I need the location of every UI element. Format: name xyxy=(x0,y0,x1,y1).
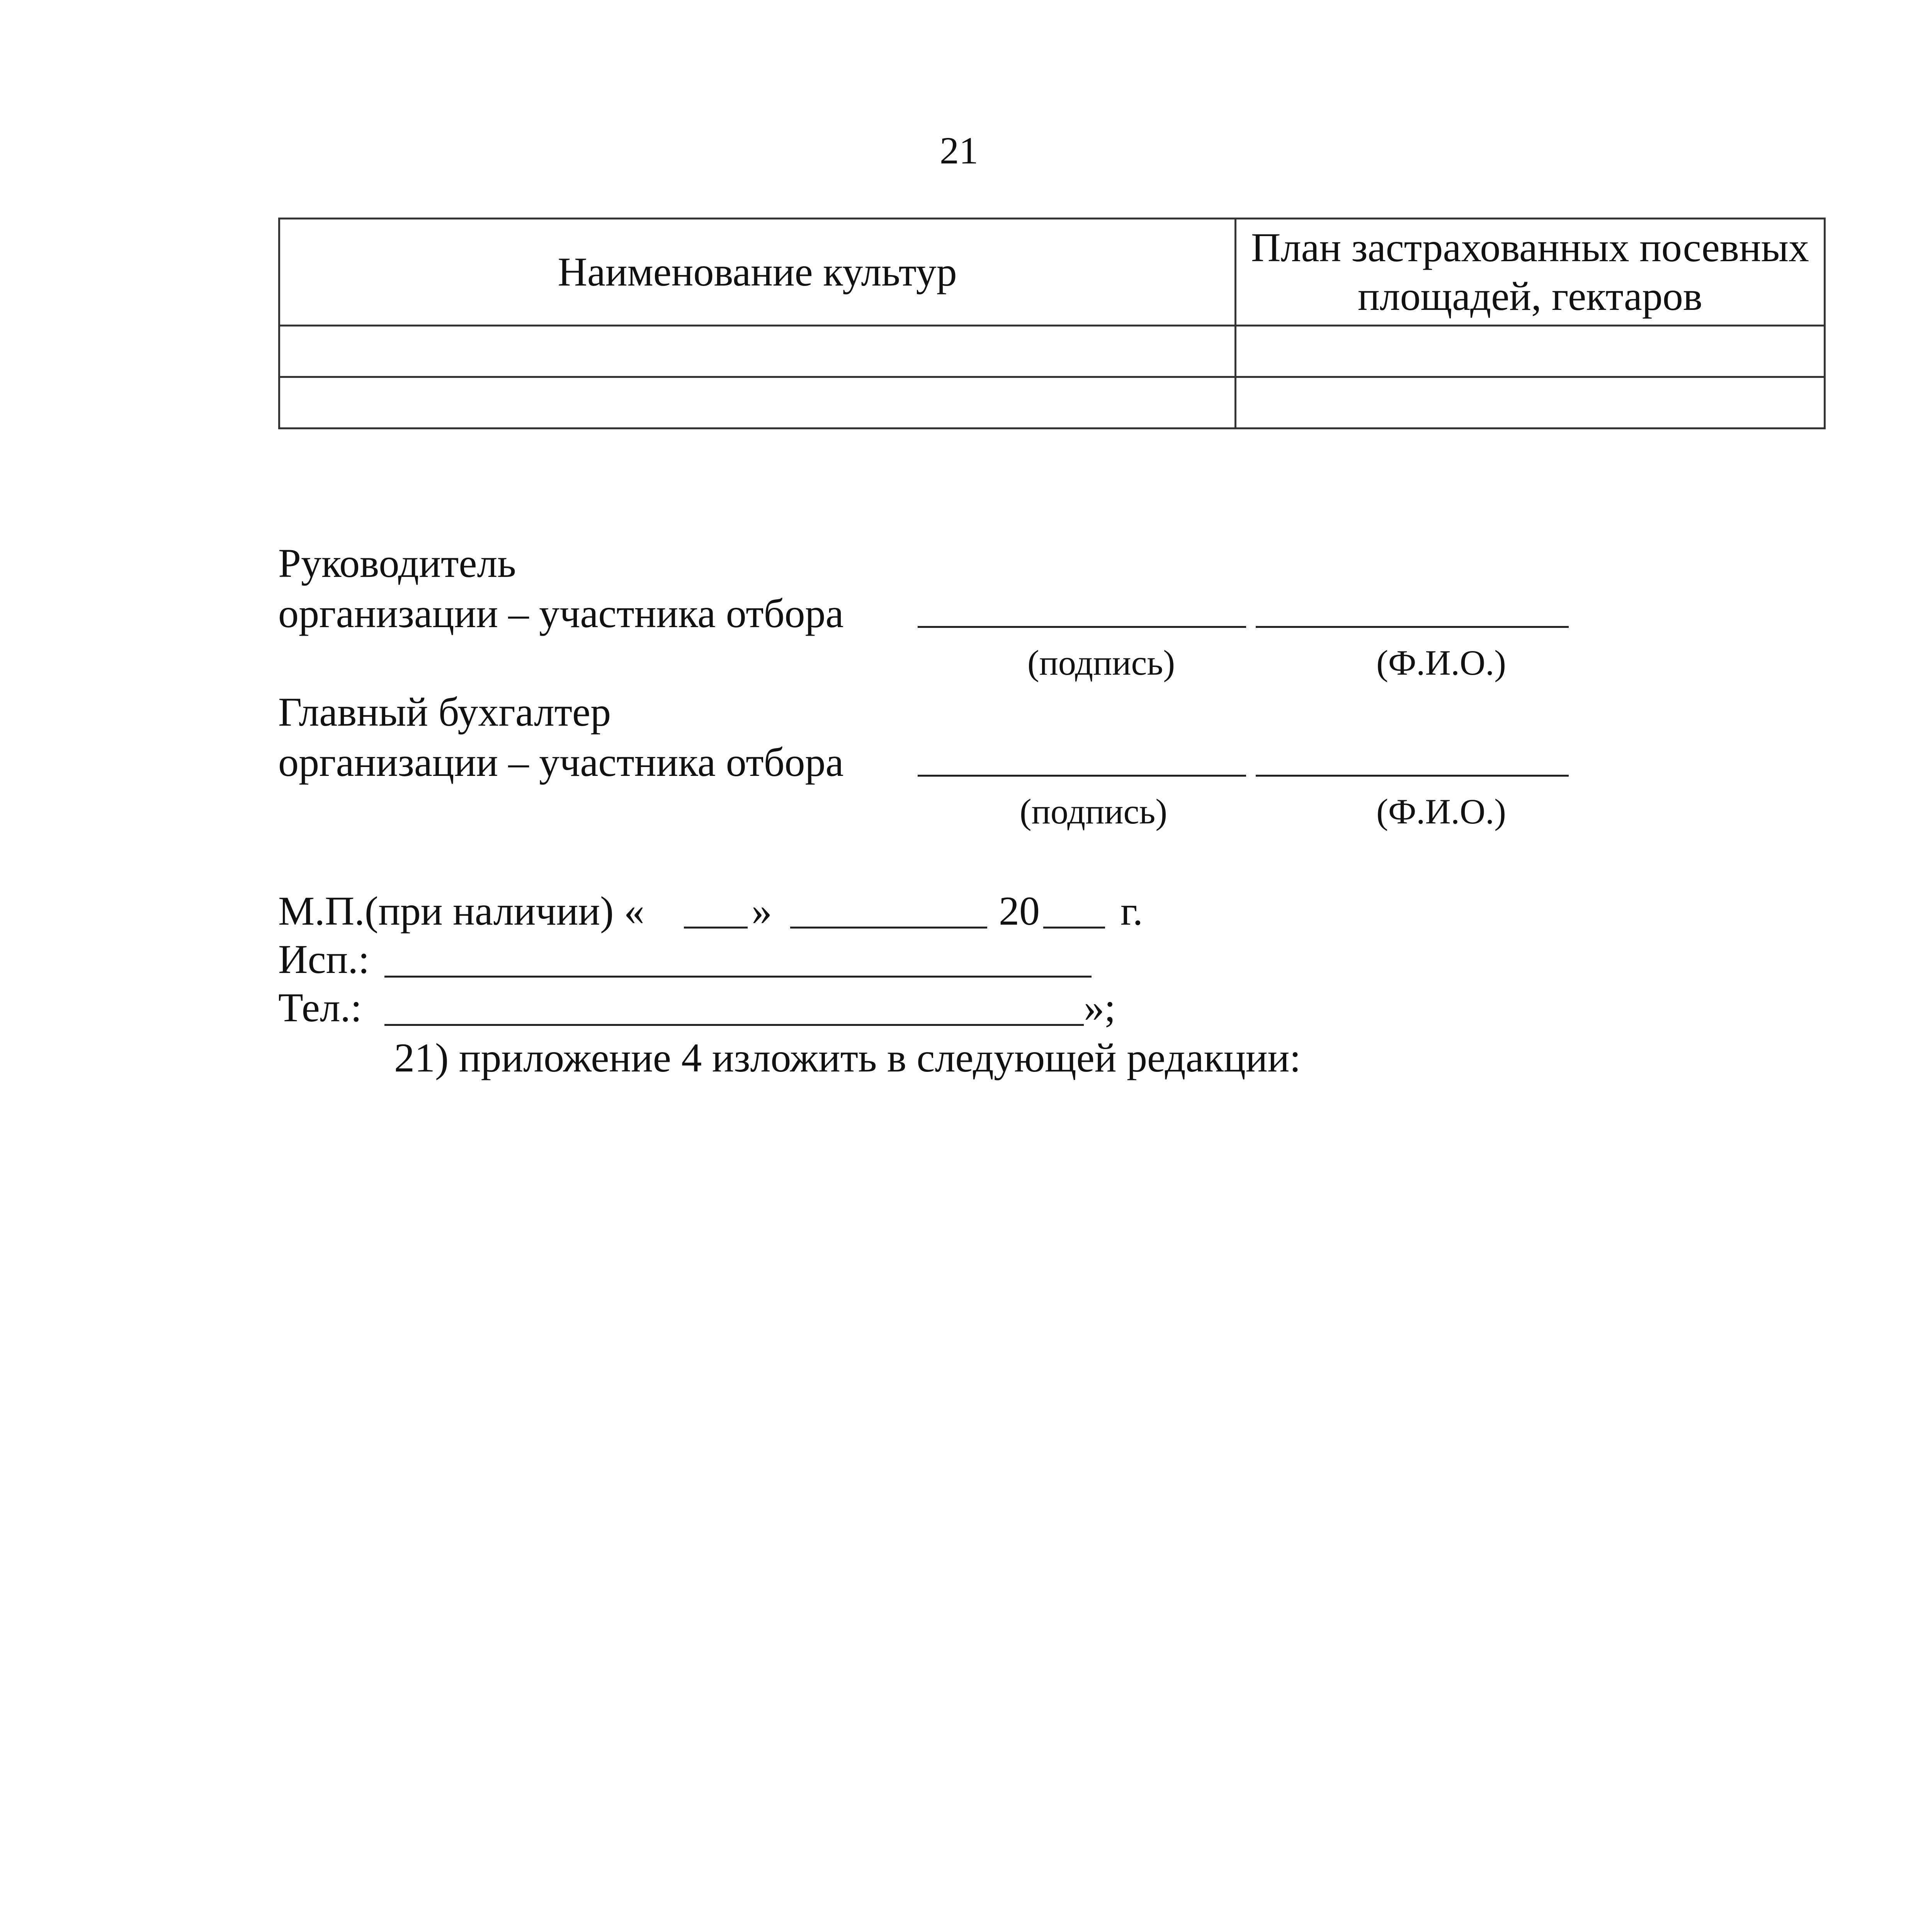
date-year-blank[interactable] xyxy=(1043,927,1105,929)
phone-blank[interactable] xyxy=(384,1024,1084,1026)
header-insured-area-plan: План застрахованных посевных площадей, гектаров xyxy=(1236,219,1825,326)
table-cell[interactable] xyxy=(279,377,1236,429)
amendment-paragraph: 21) приложение 4 изложить в следующей редакции: xyxy=(394,1035,1301,1080)
phone-closing-quote: »; xyxy=(1084,985,1116,1030)
accountant-name-caption: (Ф.И.О.) xyxy=(1376,792,1506,831)
accountant-name-blank[interactable] xyxy=(1256,775,1569,777)
stamp-label: М.П.(при наличии) « xyxy=(278,888,644,934)
head-signature-caption: (подпись) xyxy=(1027,643,1175,682)
table-row xyxy=(279,326,1825,377)
accountant-signature-caption: (подпись) xyxy=(1020,792,1167,831)
table-header-row xyxy=(279,219,1825,326)
table-row xyxy=(279,377,1825,429)
head-title-line1: Руководитель xyxy=(278,541,516,586)
date-month-blank[interactable] xyxy=(790,927,987,929)
date-year-prefix: 20 xyxy=(999,888,1040,934)
accountant-title-line1: Главный бухгалтер xyxy=(278,689,611,735)
crops-table xyxy=(278,218,1826,429)
head-name-caption: (Ф.И.О.) xyxy=(1376,643,1506,682)
head-name-blank[interactable] xyxy=(1256,626,1569,628)
executor-label: Исп.: xyxy=(278,937,370,982)
accountant-title-line2: организации – участника отбора xyxy=(278,740,844,785)
head-title-line2: организации – участника отбора xyxy=(278,591,844,636)
executor-blank[interactable] xyxy=(384,976,1092,978)
page-number: 21 xyxy=(940,129,978,172)
date-day-blank[interactable] xyxy=(684,927,748,929)
accountant-signature-blank[interactable] xyxy=(918,775,1246,777)
table-cell[interactable] xyxy=(1236,377,1825,429)
date-quote-close: » xyxy=(752,888,772,934)
table-cell[interactable] xyxy=(1236,326,1825,377)
table-cell[interactable] xyxy=(279,326,1236,377)
head-signature-blank[interactable] xyxy=(918,626,1246,628)
header-crop-name: Наименование культур xyxy=(279,219,1236,326)
date-year-suffix: г. xyxy=(1121,888,1143,934)
phone-label: Тел.: xyxy=(278,985,362,1030)
